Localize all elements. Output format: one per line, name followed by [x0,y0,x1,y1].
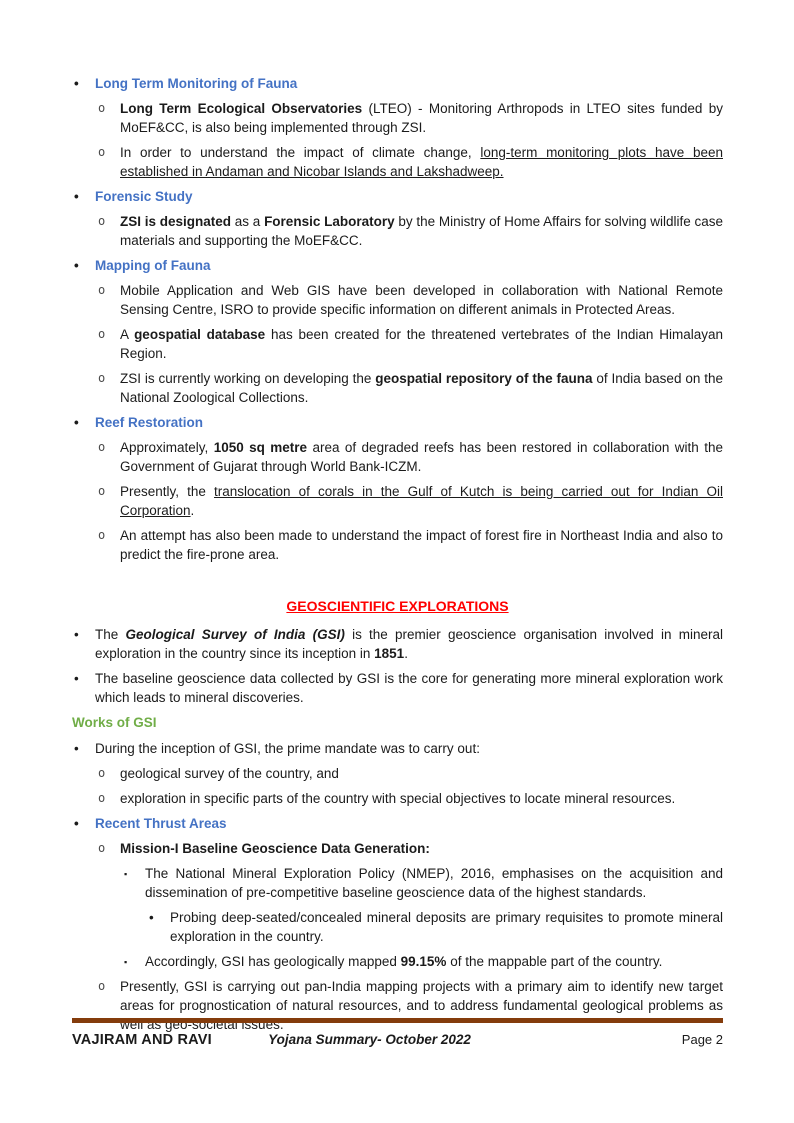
text-run: Geological Survey of India (GSI) [125,627,345,642]
footer-page-number: Page 2 [681,1032,723,1047]
list-item [72,739,723,758]
text-run: During the inception of GSI, the prime mandate was to carry out: [95,741,480,756]
list-item [72,369,723,407]
list-item [72,669,723,707]
text-run: as a [231,214,265,229]
list-item [72,99,723,137]
footer-brand: VAJIRAM AND RAVI [72,1032,212,1048]
text-run: Probing deep-seated/concealed mineral deposits are primary requisites to promote mineral exploration in the country. [170,910,723,944]
text-run: Long Term Monitoring of Fauna [95,76,298,91]
list-item [72,625,723,663]
text-run: . [404,646,408,661]
bullet-icon: o [98,484,106,498]
list-item [72,864,723,902]
text-run: The [95,627,126,642]
bullet-icon: • [74,627,79,642]
text-run: area of degraded reefs has been restored in collaboration with the Government of Gujarat through World Bank-ICZM. [120,440,723,474]
text-run: GEOSCIENTIFIC EXPLORATIONS [286,598,509,614]
bullet-icon: • [74,76,79,91]
list-item [72,839,723,858]
list-heading [72,187,723,206]
text-run: long-term monitoring plots have been established in Andaman and Nicobar Islands and Lakshadweep. [120,145,723,179]
text-run: ZSI is currently working on developing the [120,371,376,386]
list-item [72,764,723,783]
bullet-icon: o [98,440,106,454]
text-run: Accordingly, GSI has geologically mapped [145,954,401,969]
text-run: has been created for the threatened vertebrates of the Indian Himalayan Region. [120,327,723,361]
text-run: geospatial database [134,327,266,342]
text-run: Forensic Laboratory [264,214,395,229]
text-run: translocation of corals in the Gulf of Kutch is being carried out for Indian Oil Corporation [120,484,723,518]
list-item [72,482,723,520]
text-run: geological survey of the country, and [120,766,339,781]
bullet-icon: ▪ [124,869,128,879]
text-run: of the mappable part of the country. [446,954,663,969]
text-run: Presently, GSI is carrying out pan-India mapping projects with a primary aim to identify new target areas for prognostication of natural resources, and to address fundamental geological problems as well as geo-societal issues. [120,979,723,1032]
text-run: Works of GSI [72,715,157,730]
list-heading [72,256,723,275]
text-run: 1050 sq metre [213,440,308,455]
text-run: Forensic Study [95,189,193,204]
text-run: In order to understand the impact of climate change, [120,145,481,160]
list-item [72,143,723,181]
text-run: A [120,327,135,342]
text-run: . [190,503,195,518]
bullet-icon: ▪ [124,957,128,967]
list-heading [72,814,723,833]
text-run: ZSI is designated [120,214,232,229]
list-item [72,952,723,971]
text-run: is the premier geoscience organisation involved in mineral exploration in the country since its inception in [95,627,724,661]
text-run: by the Ministry of Home Affairs for solving wildlife case materials and supporting the MoEF&CC. [120,214,723,248]
bullet-icon: o [98,371,106,385]
page-footer [72,1018,723,1048]
bullet-icon: o [98,766,106,780]
list-item [72,212,723,250]
bullet-icon: • [74,258,79,273]
sub-section-heading [72,713,723,732]
footer-doc-title: Yojana Summary- October 2022 [268,1032,471,1047]
text-run: An attempt has also been made to understand the impact of forest fire in Northeast India and also to predict the fire-prone area. [120,528,723,562]
text-run: The National Mineral Exploration Policy (NMEP), 2016, emphasises on the acquisition and dissemination of pre-competitive baseline geoscience data of the highest standards. [145,866,723,900]
bullet-icon: • [149,910,154,925]
bullet-icon: o [98,528,106,542]
text-run: Long Term Ecological Observatories [120,101,363,116]
list-item [72,908,723,946]
bullet-icon: o [98,841,106,855]
bullet-icon: • [74,816,79,831]
text-run: (LTEO) - Monitoring Arthropods in LTEO sites funded by MoEF&CC, is also being implemented through ZSI. [120,101,723,135]
list-heading [72,74,723,93]
list-item [72,526,723,564]
bullet-icon: o [98,327,106,341]
text-run: Mobile Application and Web GIS have been developed in collaboration with National Remote Sensing Centre, ISRO to provide specific information on different animals in Protected Areas. [120,283,723,317]
bullet-icon: • [74,415,79,430]
bullet-icon: o [98,101,106,115]
text-run: Recent Thrust Areas [95,816,227,831]
text-run: 1851 [374,646,405,661]
text-run: Mission-I Baseline Geoscience Data Generation: [120,841,430,856]
text-run: Approximately, [120,440,214,455]
text-run: of India based on the National Zoological Collections. [120,371,723,405]
list-item [72,325,723,363]
bullet-icon: o [98,283,106,297]
list-item [72,281,723,319]
list-heading [72,413,723,432]
bullet-icon: o [98,979,106,993]
text-run: Reef Restoration [95,415,204,430]
bullet-icon: • [74,671,79,686]
bullet-icon: • [74,189,79,204]
section-title [72,597,723,616]
text-run: 99.15% [400,954,447,969]
bullet-icon: • [74,741,79,756]
text-run: exploration in specific parts of the country with special objectives to locate mineral resources. [120,791,676,806]
text-run: Presently, the [120,484,215,499]
bullet-icon: o [98,214,106,228]
document-content [72,74,723,1040]
text-run: The baseline geoscience data collected by GSI is the core for generating more mineral exploration work which leads to mineral discoveries. [95,671,723,705]
text-run: Mapping of Fauna [95,258,211,273]
list-item [72,438,723,476]
bullet-icon: o [98,791,106,805]
bullet-icon: o [98,145,106,159]
list-item [72,789,723,808]
text-run: geospatial repository of the fauna [375,371,593,386]
